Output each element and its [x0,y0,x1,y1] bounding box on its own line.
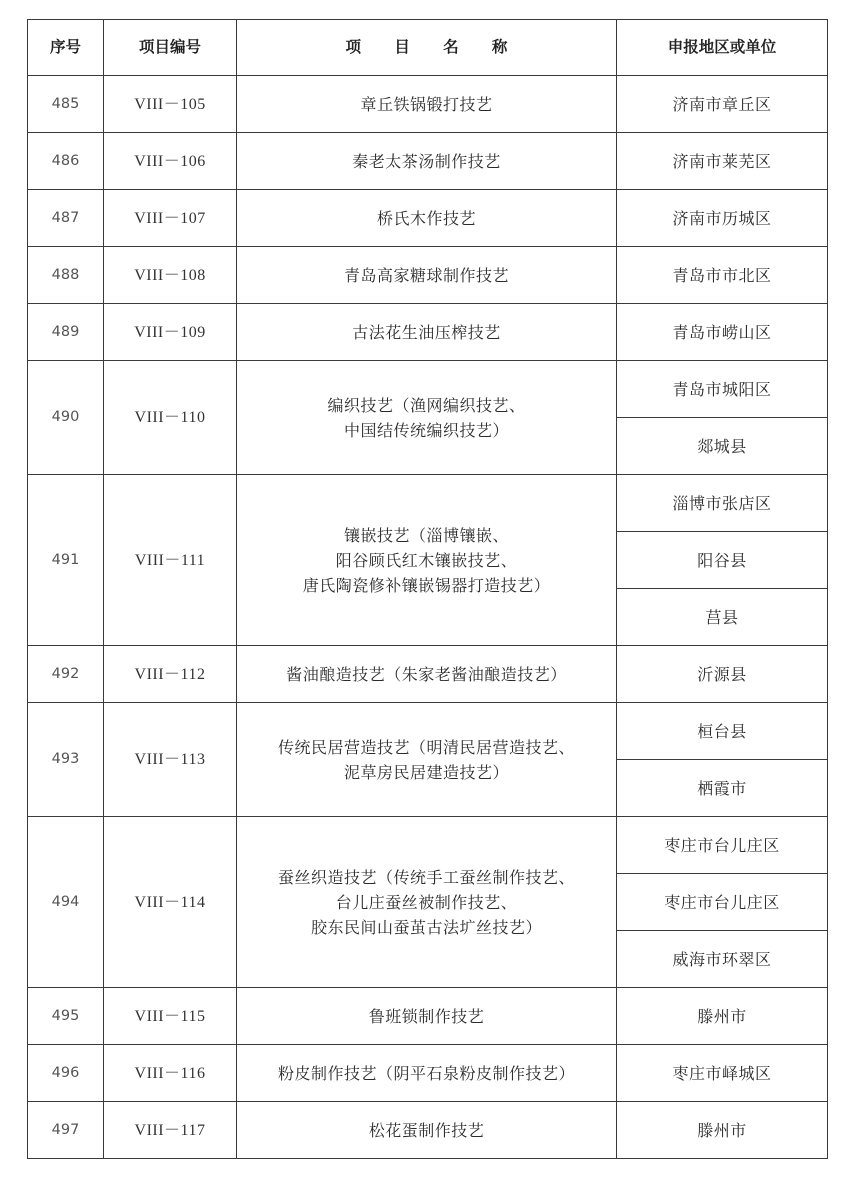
serial-number-cell: 491 [28,475,104,646]
table-header-row [28,20,828,76]
project-name-line: 镶嵌技艺（淄博镶嵌、 [343,525,509,545]
region-cell: 滕州市 [617,1102,828,1159]
project-code-cell: VIII－107 [104,190,237,247]
region-cell: 青岛市市北区 [617,247,828,304]
project-name-line: 章丘铁锅锻打技艺 [360,94,493,114]
project-code-cell: VIII－111 [104,475,237,646]
project-code-cell: VIII－106 [104,133,237,190]
project-code-cell: VIII－109 [104,304,237,361]
project-name-line: 古法花生油压榨技艺 [352,322,501,342]
project-code-cell: VIII－117 [104,1102,237,1159]
serial-number-cell: 492 [28,646,104,703]
project-code-cell: VIII－115 [104,988,237,1045]
table-row [28,304,828,361]
table-row [28,703,828,760]
project-code-cell: VIII－112 [104,646,237,703]
region-cell: 莒县 [617,589,828,646]
project-name-line: 松花蛋制作技艺 [368,1120,485,1140]
region-cell: 枣庄市台儿庄区 [617,874,828,931]
serial-number-cell: 488 [28,247,104,304]
project-name-cell [237,133,617,190]
project-name-cell [237,1102,617,1159]
heritage-project-table [27,19,828,1159]
project-code-cell: VIII－110 [104,361,237,475]
serial-number-cell: 485 [28,76,104,133]
table-row [28,475,828,532]
project-name-line: 桥氏木作技艺 [376,208,476,228]
table-row [28,133,828,190]
serial-number-cell: 494 [28,817,104,988]
header-serial-number: 序号 [28,20,104,76]
table-body [28,76,828,1159]
region-cell: 青岛市城阳区 [617,361,828,418]
project-name-line: 传统民居营造技艺（明清民居营造技艺、 [277,737,575,757]
serial-number-cell: 489 [28,304,104,361]
project-name-line: 中国结传统编织技艺） [343,420,509,440]
table-row [28,1045,828,1102]
region-cell: 郯城县 [617,418,828,475]
project-name-line: 编织技艺（渔网编织技艺、 [327,395,526,415]
header-region: 申报地区或单位 [617,20,828,76]
project-name-line: 秦老太茶汤制作技艺 [352,151,501,171]
region-cell: 桓台县 [617,703,828,760]
project-name-line: 鲁班锁制作技艺 [368,1006,485,1026]
project-code-cell: VIII－108 [104,247,237,304]
project-name-cell [237,190,617,247]
region-cell: 沂源县 [617,646,828,703]
project-name-cell [237,646,617,703]
project-name-line: 胶东民间山蚕茧古法圹丝技艺） [310,917,542,937]
project-name-cell [237,703,617,817]
table-row [28,646,828,703]
table-row [28,76,828,133]
table-row [28,817,828,874]
region-cell: 淄博市张店区 [617,475,828,532]
serial-number-cell: 486 [28,133,104,190]
table-row [28,190,828,247]
region-cell: 滕州市 [617,988,828,1045]
project-name-cell [237,988,617,1045]
project-name-cell [237,361,617,475]
header-project-name: 项 目 名 称 [237,20,617,76]
region-cell: 济南市章丘区 [617,76,828,133]
serial-number-cell: 487 [28,190,104,247]
project-name-line: 酱油酿造技艺（朱家老酱油酿造技艺） [286,664,567,684]
project-name-line: 粉皮制作技艺（阴平石泉粉皮制作技艺） [277,1063,575,1083]
project-name-cell [237,304,617,361]
project-code-cell: VIII－113 [104,703,237,817]
project-name-cell [237,247,617,304]
table-row [28,1102,828,1159]
project-name-line: 泥草房民居建造技艺） [343,762,509,782]
region-cell: 济南市历城区 [617,190,828,247]
region-cell: 威海市环翠区 [617,931,828,988]
region-cell: 枣庄市峄城区 [617,1045,828,1102]
serial-number-cell: 496 [28,1045,104,1102]
project-code-cell: VIII－105 [104,76,237,133]
table-row [28,247,828,304]
project-name-cell [237,817,617,988]
region-cell: 青岛市崂山区 [617,304,828,361]
project-name-line: 蚕丝织造技艺（传统手工蚕丝制作技艺、 [277,867,575,887]
project-name-line: 青岛高家糖球制作技艺 [343,265,509,285]
project-name-line: 台儿庄蚕丝被制作技艺、 [335,892,518,912]
table-row [28,988,828,1045]
region-cell: 栖霞市 [617,760,828,817]
region-cell: 阳谷县 [617,532,828,589]
serial-number-cell: 495 [28,988,104,1045]
project-name-line: 唐氏陶瓷修补镶嵌锡器打造技艺） [302,575,551,595]
table-row [28,361,828,418]
project-name-cell [237,1045,617,1102]
project-code-cell: VIII－114 [104,817,237,988]
serial-number-cell: 493 [28,703,104,817]
serial-number-cell: 497 [28,1102,104,1159]
project-name-cell [237,76,617,133]
serial-number-cell: 490 [28,361,104,475]
project-name-cell [237,475,617,646]
region-cell: 枣庄市台儿庄区 [617,817,828,874]
header-project-code: 项目编号 [104,20,237,76]
project-code-cell: VIII－116 [104,1045,237,1102]
region-cell: 济南市莱芜区 [617,133,828,190]
project-name-line: 阳谷顾氏红木镶嵌技艺、 [335,550,518,570]
